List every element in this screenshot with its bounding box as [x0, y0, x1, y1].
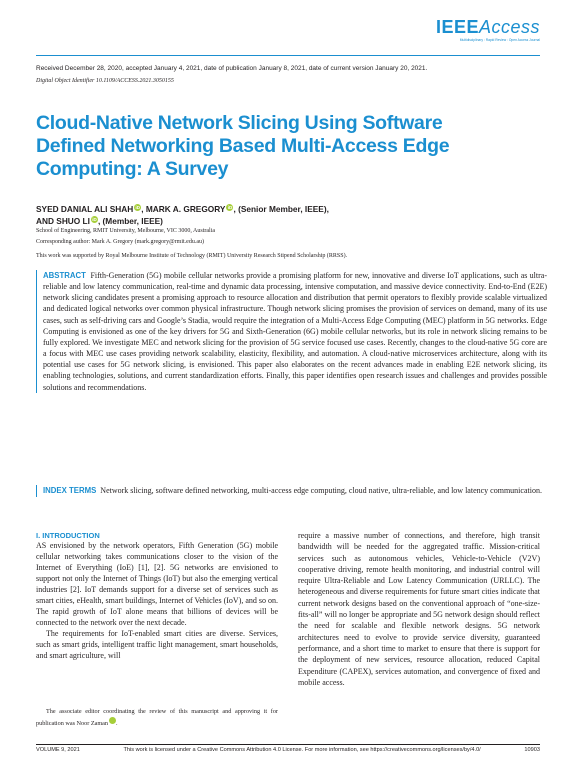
- volume-label: VOLUME 9, 2021: [36, 747, 80, 753]
- editor-footnote: The associate editor coordinating the review of this manuscript and approving it for publication was Noor Zaman iD.: [36, 708, 278, 727]
- author-1: SYED DANIAL ALI SHAH: [36, 204, 134, 214]
- logo-tagline: Multidisciplinary : Rapid Review : Open Access Journal: [459, 38, 540, 42]
- author-3: AND SHUO LI: [36, 216, 90, 226]
- ieee-access-logo: [432, 18, 540, 42]
- doi-line: Digital Object Identifier 10.1109/ACCESS.2021.3050155: [36, 78, 174, 84]
- index-terms: [36, 485, 547, 497]
- funding-note: This work was supported by Royal Melbourne Institute of Technology (RMIT) University Research Stipend Scholarship (RRSS).: [36, 253, 348, 259]
- footer-rule: [36, 744, 540, 745]
- index-terms-label: INDEX TERMS: [43, 486, 97, 495]
- abstract-label: ABSTRACT: [43, 271, 86, 280]
- received-dates: Received December 28, 2020, accepted January 4, 2021, date of publication January 8, 2021, date of current version January 20, 2021.: [36, 65, 428, 72]
- orcid-icon[interactable]: iD: [109, 717, 116, 724]
- paper-title: Cloud-Native Network Slicing Using Software Defined Networking Based Multi-Access Edge Computing: A Survey: [36, 112, 450, 180]
- footnote-text: The associate editor coordinating the review of this manuscript and approving it for publication was Noor Zaman: [36, 708, 278, 727]
- logo-access: Access: [478, 17, 540, 37]
- affiliation: School of Engineering, RMIT University, Melbourne, VIC 3000, Australia: [36, 228, 216, 234]
- license-text: This work is licensed under a Creative Commons Attribution 4.0 License. For more information, see https://creativecommons.org/licenses/by/4.0/: [123, 747, 481, 753]
- orcid-icon[interactable]: iD: [135, 205, 141, 210]
- intro-paragraph-1: AS envisioned by the network operators, Fifth Generation (5G) mobile cellular networking takes communications closer to the vision of the Internet of Everything (IoE) [1], [2]. 5G networks are envisioned to support not only the Internet of Things (IoT) but also the emerging vertical industries [2]. IoT demands support for a diverse set of services such as smart cities, eHealth, smart buildings, Internet of Vehicles (IoV), and so on. The rapid growth of IoT alone means that billions of devices will be connected to the network over the next decade.: [36, 541, 279, 627]
- index-terms-text: Network slicing, software defined networking, multi-access edge computing, cloud native, ultra-reliable, and low latency communication.: [100, 486, 542, 495]
- page-number: 10903: [524, 747, 540, 753]
- author-2-affix: , (Senior Member, IEEE),: [233, 204, 329, 214]
- intro-paragraph-3: require a massive number of connections, and therefore, high transit bandwidth will be needed for the aggregated traffic. Mission-critical services such as autonomous vehicles, Vehicle-to-Vehicle (V2V) cooperative driving, remote health monitoring, and industrial control will require Ultra-Reliable and Low Latency Communication (URLLC). The heterogeneous and diverse requirements for future smart cities indicate that current network designs based on the conventional approach of “one-size-fits-all” will no longer be appropriate and 5G network design should reflect the need for scalable and flexible network designs. 5G network architectures need to evolve to provide service diversity, guaranteed performance, and a short time to market to ensure that there is support for the deployment of new services, resource allocation, reduced Capital Expenditure (CAPEX), services automation, and convergence of fixed and mobile access.: [298, 531, 540, 687]
- section-heading: I. INTRODUCTION: [36, 531, 100, 540]
- abstract-text: Fifth-Generation (5G) mobile cellular networks provide a promising platform for new, innovative and diverse IoT applications, such as ultra-reliable and low latency communication, real-time and dynamic data processing, intensive computation, and massive device connectivity. End-to-End (E2E) network slicing candidates present a promising approach to resource allocation and distribution that permit operators to flexibly provide scalable virtualized and dedicated logical networks over common physical infrastructure. Though network slicing promises the provision of services on demand, many of its use cases, such as self-driving cars and Google’s Stadia, would require the integration of a Multi-Access Edge Computing (MEC) platform in 5G networks. Edge Computing is envisioned as one of the key drivers for 5G and Sixth-Generation (6G) mobile cellular networks, but its role in network slicing remains to be fully explored. We investigate MEC and network slicing for the provision of 5G service focused use cases. Recently, changes to the cloud-native 5G core are a focus with MEC use cases providing network scalability, elasticity, flexibility, and automation. A cloud-native microservices architecture, along with its potential use cases for 5G network slicing, is envisioned. This paper also elaborates on the recent advances made in enabling E2E network slicing, its enabling technologies, solutions, and current standardization efforts. Finally, this paper identifies open research issues and challenges and provides possible solutions and recommendations.: [43, 271, 547, 392]
- logo-wordmark: [432, 18, 540, 36]
- corresponding-author: Corresponding author: Mark A. Gregory (mark.gregory@rmit.edu.au): [36, 239, 204, 245]
- abstract: [36, 270, 547, 393]
- right-column: [298, 530, 540, 688]
- header-rule: [36, 55, 540, 56]
- author-2: , MARK A. GREGORY: [141, 204, 226, 214]
- page-footer: [36, 747, 540, 753]
- left-column: [36, 530, 278, 661]
- orcid-icon[interactable]: iD: [92, 217, 97, 222]
- logo-ieee: IEEE: [435, 17, 479, 37]
- intro-paragraph-2: The requirements for IoT-enabled smart cities are diverse. Services, such as smart grids, intelligent traffic light management, smart households, and smart agriculture, will: [36, 628, 278, 660]
- orcid-icon[interactable]: iD: [227, 205, 233, 210]
- author-list: [36, 203, 436, 227]
- author-3-affix: , (Member, IEEE): [97, 216, 163, 226]
